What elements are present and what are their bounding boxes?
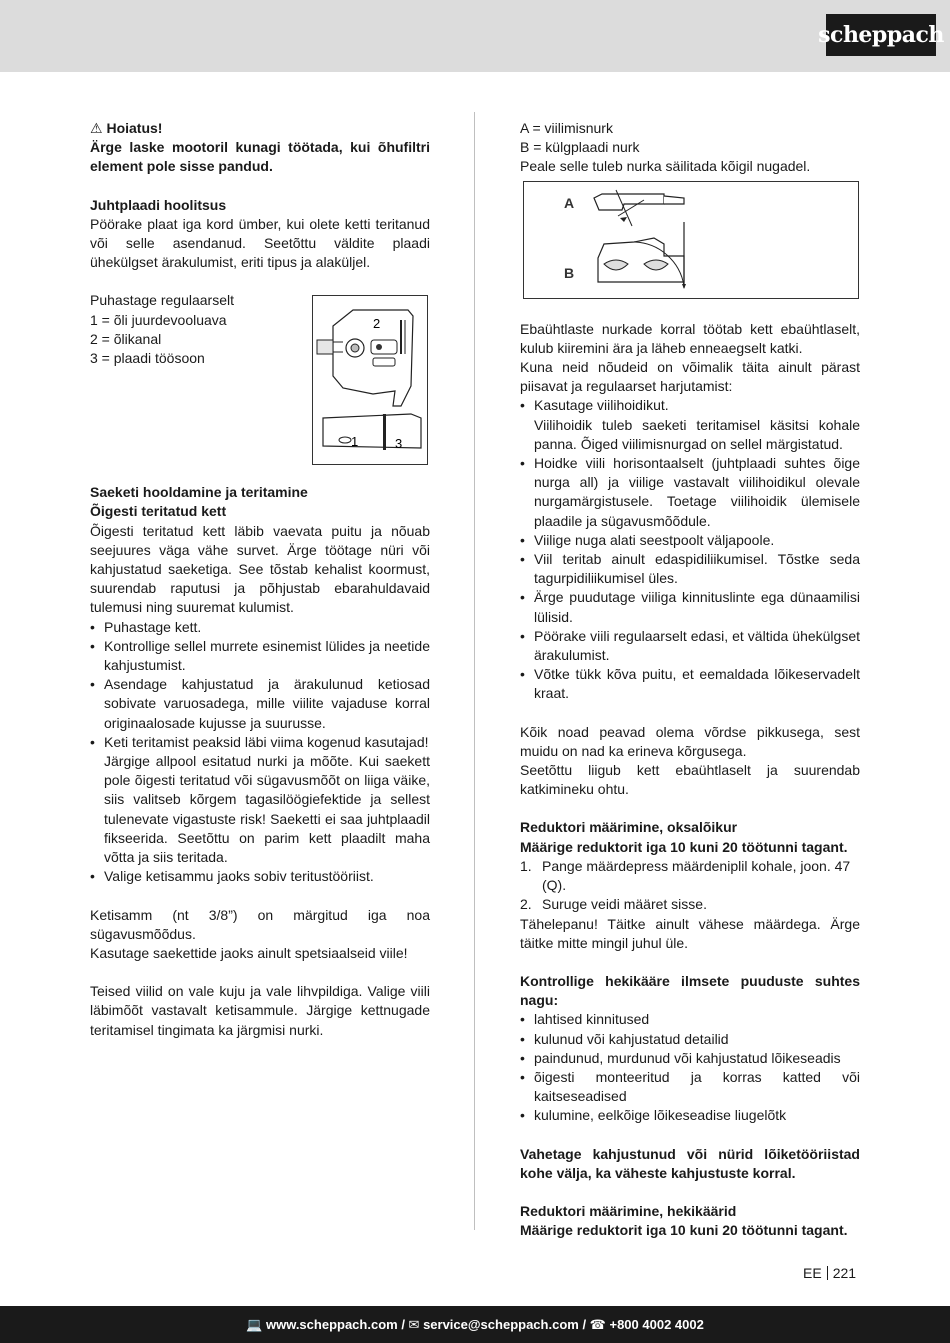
- warning-title-line: [90, 119, 430, 138]
- phone-icon: ☎: [589, 1316, 610, 1332]
- page-lang: EE: [803, 1265, 822, 1281]
- page-number-separator: [827, 1266, 828, 1280]
- hedge-heading-1: Reduktori määrimine, hekikäärid: [520, 1202, 737, 1219]
- list-item: • kulunud või kahjustatud detailid: [520, 1030, 860, 1049]
- file-bullet-1: • Kasutage viilihoidikut.: [534, 397, 669, 414]
- figure-label-b: B: [564, 265, 575, 281]
- clean-intro: Puhastage regulaarselt: [90, 292, 234, 309]
- file-bullet-1-sub: Viilihoidik tuleb saeketi teritamisel käsitsi kohale panna. Õiged viilimisnurgad on sellel märgistatud.: [534, 416, 860, 452]
- file-text: Kasutage saekettide jaoks ainult spetsiaalseid viile!: [90, 944, 408, 961]
- file-bullet-list: [520, 396, 860, 703]
- list-item: • Ärge puudutage viiliga kinnituslinte ega dünaamilisi lülisid.: [520, 588, 860, 626]
- angle-drawing: [524, 182, 858, 298]
- footer-separator: /: [397, 1317, 409, 1332]
- page-number: [803, 1265, 856, 1281]
- step-text: Pange määrdepress määrdeniplil kohale, joon. 47 (Q).: [542, 857, 851, 894]
- envelope-icon: ✉: [408, 1316, 424, 1332]
- guide-heading: Juhtplaadi hoolitsus: [90, 196, 227, 213]
- gear-steps-list: [520, 857, 860, 915]
- figure-label-a: A: [564, 195, 575, 211]
- knives-text: Kõik noad peavad olema võrdse pikkusega, sest muidu on nad ka erineva kõrgusega.: [520, 723, 860, 759]
- warning-text: Ärge laske mootoril kunagi töötada, kui õhufiltri element pole sisse pandud.: [90, 139, 430, 175]
- footer-phone[interactable]: +800 4002 4002: [609, 1317, 704, 1332]
- step-number: 2.: [520, 896, 532, 913]
- gear-note: Tähelepanu! Täitke ainult vähese määrdega. Ärge täitke mitte mingil juhul üle.: [520, 915, 860, 951]
- figure-label-1: 1: [351, 434, 359, 449]
- hedge-heading-2: Määrige reduktorit iga 10 kuni 20 töötunni tagant.: [520, 1222, 848, 1239]
- chain-heading-1: Saeketi hooldamine ja teritamine: [90, 484, 308, 501]
- chain-bullet-list: [90, 618, 430, 887]
- list-item: • õigesti monteeritud ja korras katted või kaitseseadised: [520, 1068, 860, 1106]
- check-list: [520, 1010, 860, 1125]
- gear-heading-1: Reduktori määrimine, oksalõikur: [520, 819, 738, 836]
- pitch-text: Ketisamm (nt 3/8”) on märgitud iga noa sügavusmõõdus.: [90, 906, 430, 942]
- footer-separator: /: [578, 1317, 590, 1332]
- list-item: • Võtke tükk kõva puitu, et eemaldada lõikeservadelt kraat.: [520, 665, 860, 703]
- angle-figure: [523, 181, 859, 299]
- list-item: [520, 396, 860, 454]
- list-item: [520, 857, 860, 895]
- angle-text: Peale selle tuleb nurka säilitada kõigil nugadel.: [520, 158, 811, 175]
- step-text: Suruge veidi määret sisse.: [542, 896, 707, 913]
- list-item: • lahtised kinnitused: [520, 1010, 860, 1029]
- list-item: • Hoidke viili horisontaalselt (juhtplaadi suhtes õige nurga all) ja viilige vastavalt viilihoidikul olevale nurgamärgistusele. Toetage viilihoidik ülemisele plaadile ja sügavusmõõdule.: [520, 454, 860, 531]
- footer-email[interactable]: service@scheppach.com: [423, 1317, 579, 1332]
- footer-bar: [0, 1306, 950, 1343]
- left-column: [90, 119, 430, 1040]
- list-item: • Puhastage kett.: [90, 618, 430, 637]
- list-item: • Valige ketisammu jaoks sobiv teritustööriist.: [90, 867, 430, 886]
- replace-text: Vahetage kahjustunud või nürid lõiketööriistad kohe välja, ka väheste kahjustuste korral.: [520, 1145, 860, 1181]
- footer-web[interactable]: www.scheppach.com: [265, 1317, 398, 1332]
- warning-triangle-icon: ⚠: [90, 120, 103, 136]
- sharpen-bullet-1: • Keti teritamist peaksid läbi viima kogenud kasutajad!: [104, 733, 429, 750]
- list-item: • Kontrollige sellel murrete esinemist lülides ja neetide kahjustumist.: [90, 637, 430, 675]
- list-item: • Viil teritab ainult edaspidiliikumisel. Tõstke seda tagurpidiliikumisel üles.: [520, 550, 860, 588]
- list-item: • paindunud, murdunud või kahjustatud lõikeseadis: [520, 1049, 860, 1068]
- other-files-text: Teised viilid on vale kuju ja vale lihvpildiga. Valige viili läbimõõt vastavalt ketisammule. Järgige kettnugade teritamisel tingimata ka järgmisi nurki.: [90, 983, 430, 1038]
- uneven-text-2: Kuna neid nõudeid on võimalik täita ainult pärast piisavat ja regulaarset harjutamist:: [520, 359, 860, 395]
- header-band: [0, 0, 950, 72]
- list-item: [90, 733, 430, 867]
- computer-icon: 💻: [246, 1316, 266, 1332]
- guide-bar-figure: [312, 295, 428, 465]
- clean-item: 1 = õli juurdevooluava: [90, 311, 227, 328]
- sharpen-bullet-2: Järgige allpool esitatud nurki ja mõõte. Kui saekett pole õigesti teritatud või sügavusmõõt on liiga väike, siis valitseb kõrgem tagasilöögiefektide ja sellest tulenevate vigastuste risk! Saeketti ei saa juhtplaadil fikseerida. Seetõttu on parim kett plaadilt maha võtta ja siis teritada.: [104, 753, 430, 866]
- figure-label-2: 2: [373, 316, 381, 331]
- page-number-value: 221: [832, 1265, 857, 1281]
- figure-label-3: 3: [395, 436, 403, 451]
- chain-text: Õigesti teritatud kett läbib vaevata puitu ja nõuab seejuures väga vähe survet. Ärge töötage nüri või kahjustatud saeketiga. See tõstab kehalist koormust, suurendab raputusi ja põhjustab ebarahuldavaid tulemusi ning suuremat kulumist.: [90, 522, 430, 616]
- list-item: • kulumine, eelkõige lõikeseadise liugelõtk: [520, 1106, 860, 1125]
- chain-heading-2: Õigesti teritatud kett: [90, 503, 227, 520]
- list-item: • Viilige nuga alati seestpoolt väljapoole.: [520, 531, 860, 550]
- angle-b: B = külgplaadi nurk: [520, 139, 640, 156]
- knives-text-2: Seetõttu liigub kett ebaühtlaselt ja suurendab katkimineku ohtu.: [520, 762, 860, 798]
- list-item: [520, 895, 860, 914]
- guide-bar-drawing: [313, 296, 427, 464]
- angle-a: A = viilimisnurk: [520, 120, 613, 136]
- column-divider: [474, 112, 475, 1230]
- clean-item: 2 = õlikanal: [90, 330, 162, 347]
- check-heading: Kontrollige hekikääre ilmsete puuduste suhtes nagu:: [520, 972, 860, 1009]
- brand-logo: scheppach: [826, 14, 936, 56]
- guide-text: Pöörake plaat iga kord ümber, kui olete ketti teritanud või selle asendanud. Seetõttu väldite plaadi ühekülgset ärakulumist, eriti tipus ja alaküljel.: [90, 215, 430, 271]
- clean-item: 3 = plaadi töösoon: [90, 350, 205, 367]
- list-item: • Asendage kahjustatud ja ärakulunud ketiosad sobivate varuosadega, mille viilite vajaduse korral originaalosade kujusse ja suurusse.: [90, 675, 430, 733]
- warning-title: Hoiatus!: [106, 120, 163, 136]
- gear-heading-2: Määrige reduktorit iga 10 kuni 20 töötunni tagant.: [520, 838, 848, 855]
- step-number: 1.: [520, 857, 532, 874]
- uneven-text-1: Ebaühtlaste nurkade korral töötab kett ebaühtlaselt, kulub kiiremini ära ja läheb enneaegselt katki.: [520, 320, 860, 356]
- list-item: • Pöörake viili regulaarselt edasi, et vältida ühekülgset ärakulumist.: [520, 627, 860, 665]
